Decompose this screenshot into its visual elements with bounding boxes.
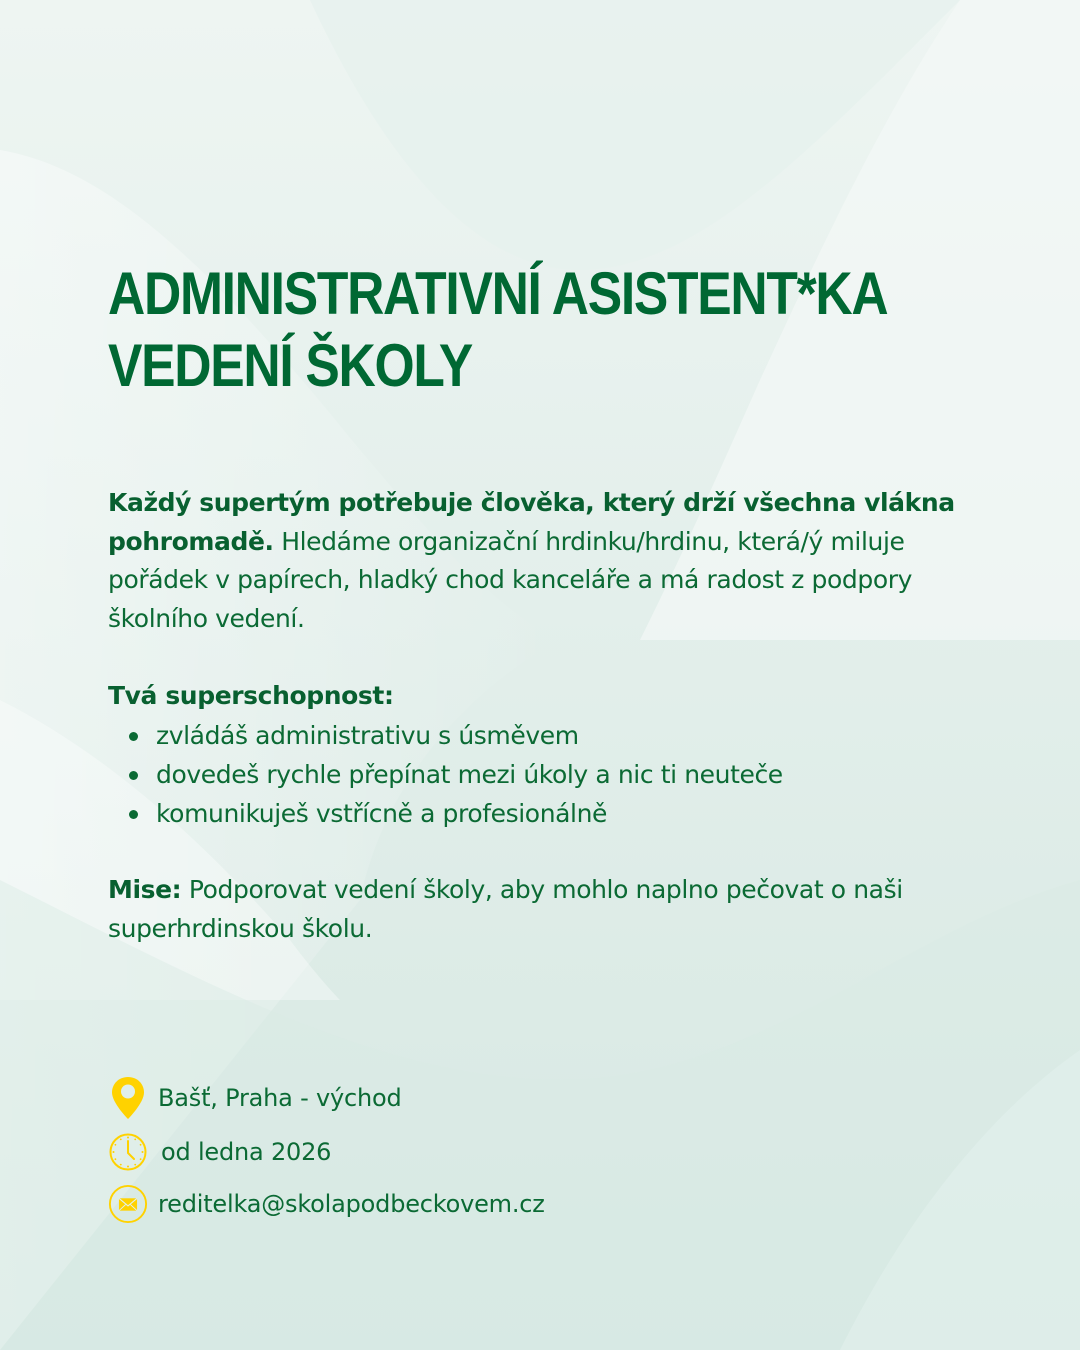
- skill-text: dovedeš rychle přepínat mezi úkoly a nic ti neuteče: [156, 759, 783, 789]
- contact-location: [108, 1076, 402, 1120]
- contact-email: [108, 1182, 545, 1226]
- job-title: [108, 258, 887, 402]
- bullet-icon: [129, 810, 138, 819]
- clock-icon: [108, 1130, 148, 1174]
- mission-paragraph: [108, 871, 988, 948]
- skills-section: [108, 677, 988, 833]
- contact-start-date: [108, 1130, 331, 1174]
- skill-text: zvládáš administrativu s úsměvem: [156, 720, 579, 750]
- skills-heading: Tvá superschopnost:: [108, 681, 394, 710]
- mission-label: Mise:: [108, 875, 182, 904]
- skill-text: komunikuješ vstřícně a profesionálně: [156, 798, 608, 828]
- envelope-icon: [108, 1182, 148, 1226]
- mission-text: Podporovat vedení školy, aby mohlo naplno pečovat o naši superhrdinskou školu.: [108, 875, 903, 943]
- skill-item: [108, 716, 988, 755]
- email-link[interactable]: reditelka@skolapodbeckovem.cz: [158, 1190, 545, 1218]
- skills-list: [108, 716, 988, 833]
- bullet-icon: [129, 771, 138, 780]
- job-title-line-1: ADMINISTRATIVNÍ ASISTENT*KA: [108, 260, 888, 327]
- intro-bold: Každý supertým potřebuje člověka, který drží všechna vlákna pohromadě.: [108, 488, 955, 556]
- skill-item: [108, 755, 988, 794]
- job-title-line-2: VEDENÍ ŠKOLY: [108, 332, 472, 399]
- map-pin-icon: [108, 1076, 148, 1120]
- start-date-text: od ledna 2026: [161, 1138, 332, 1166]
- bullet-icon: [129, 732, 138, 741]
- intro-text: Hledáme organizační hrdinku/hrdinu, která/ý miluje pořádek v papírech, hladký chod kanceláře a má radost z podpory školního vedení.: [108, 526, 912, 633]
- skill-item: [108, 794, 988, 833]
- location-text: Bašť, Praha - východ: [158, 1084, 402, 1112]
- intro-paragraph: [108, 484, 988, 638]
